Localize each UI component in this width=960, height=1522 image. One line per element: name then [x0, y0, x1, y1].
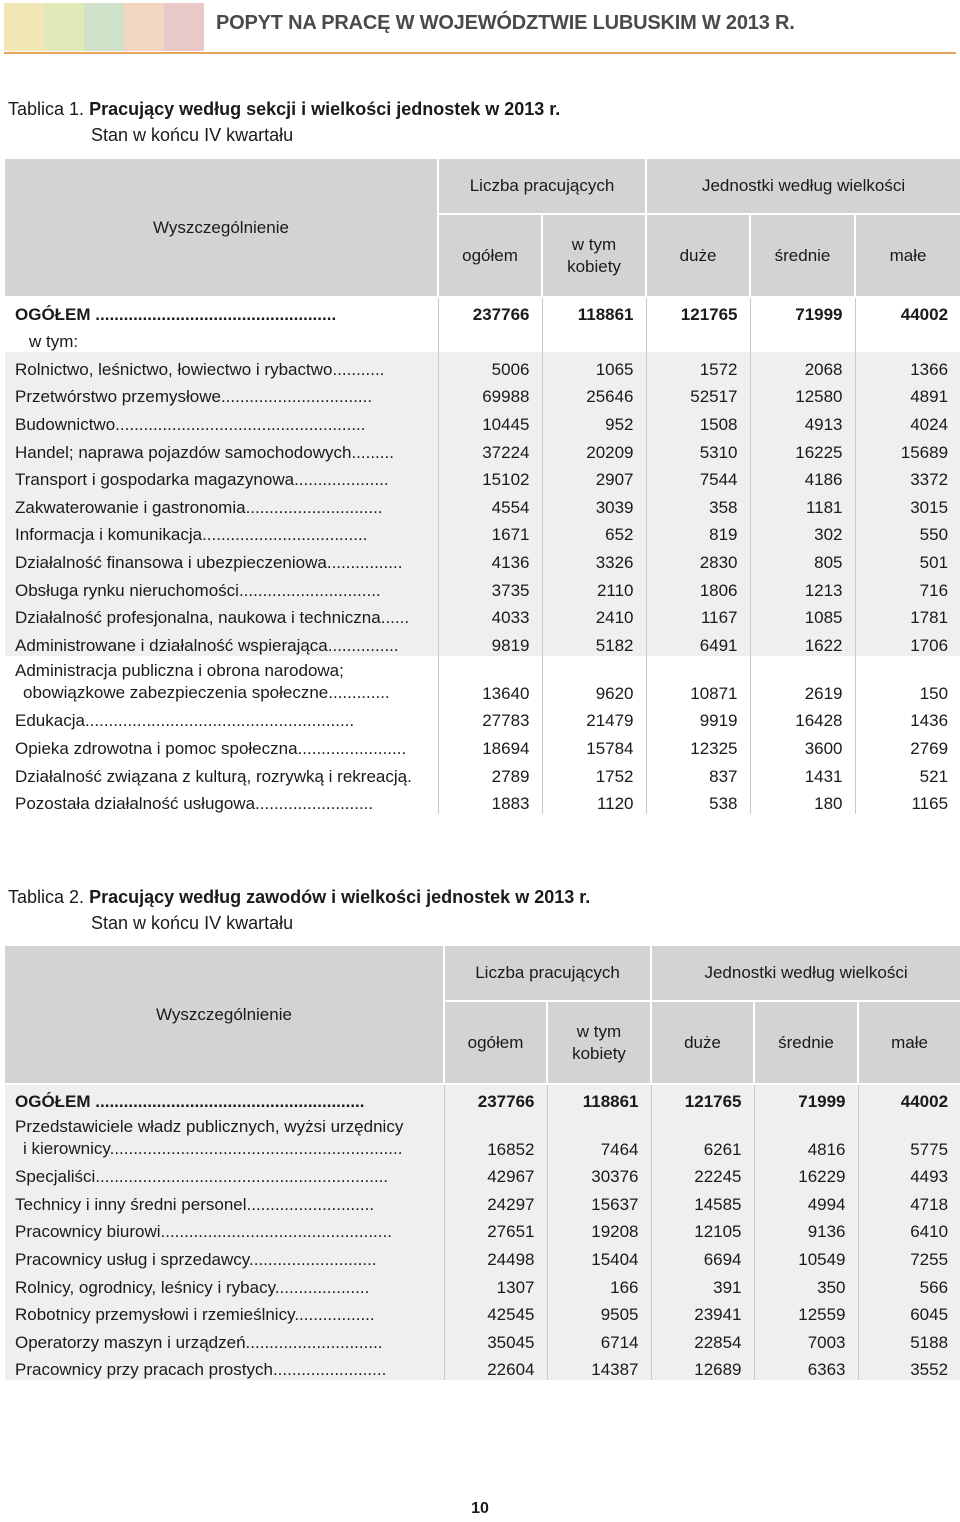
table-row — [5, 1215, 960, 1243]
value-large: 538 — [646, 787, 750, 815]
value-medium: 12559 — [754, 1298, 858, 1326]
header-workers: Liczba pracujących — [444, 946, 651, 1001]
value-large: 2830 — [646, 545, 750, 573]
row-label — [5, 628, 438, 656]
value-total: 1671 — [438, 518, 542, 546]
table-row — [5, 435, 960, 463]
value-small: 1781 — [855, 601, 960, 629]
row-label — [5, 435, 438, 463]
row-label — [5, 601, 438, 629]
table2 — [5, 946, 960, 1380]
table-row — [5, 463, 960, 491]
value-large: 1572 — [646, 352, 750, 380]
row-label-text: Specjaliści — [15, 1167, 96, 1187]
value-small: 1165 — [911, 794, 949, 814]
value-total: 4033 — [438, 601, 542, 629]
value-women: 15637 — [547, 1187, 651, 1215]
table-row — [5, 1298, 960, 1326]
table-row — [5, 1187, 960, 1215]
row-label-text: Technicy i inny średni personel — [15, 1194, 247, 1214]
value-large: 22245 — [651, 1160, 754, 1188]
value-large: 1508 — [646, 407, 750, 435]
value-medium: 4816 — [754, 1112, 858, 1160]
row-label — [5, 1187, 444, 1215]
row-label — [5, 1353, 444, 1381]
value-medium: 1181 — [750, 490, 855, 518]
row-label-line2 — [15, 1138, 432, 1160]
row-label — [5, 518, 438, 546]
value-total: 4554 — [438, 490, 542, 518]
value-total: 42545 — [444, 1298, 547, 1326]
value-large: 1806 — [646, 573, 750, 601]
value-small: 7255 — [858, 1242, 960, 1270]
value-medium: 1622 — [750, 628, 855, 656]
row-leader-dots: .............................................................. — [109, 1138, 403, 1158]
value-women: 15784 — [542, 731, 646, 759]
table-row — [5, 656, 960, 704]
value-women: 14387 — [547, 1353, 651, 1381]
table-row — [5, 380, 960, 408]
value-women: 2410 — [542, 601, 646, 629]
value-large: 121765 — [646, 297, 750, 325]
value-women: 15404 — [547, 1242, 651, 1270]
value-women: 7464 — [547, 1112, 651, 1160]
row-leader-dots: ......................... — [255, 794, 374, 814]
value-medium: 71999 — [750, 297, 855, 325]
value-total: 1883 — [438, 787, 542, 815]
value-large: 12689 — [651, 1353, 754, 1381]
header-units: Jednostki według wielkości — [651, 946, 960, 1001]
row-label — [5, 325, 438, 353]
row-label-text: Rolnictwo, leśnictwo, łowiectwo i rybactwo — [15, 359, 333, 379]
row-leader-dots: ................................ — [220, 387, 373, 407]
value-total: 22604 — [444, 1353, 547, 1381]
table1-subtitle: Stan w końcu IV kwartału — [91, 125, 294, 145]
table-row — [5, 759, 960, 787]
row-label-text: Transport i gospodarka magazynowa — [15, 470, 295, 490]
row-label-text: Działalność finansowa i ubezpieczeniowa — [15, 552, 327, 572]
value-large: 14585 — [651, 1187, 754, 1215]
row-label-text: Działalność profesjonalna, naukowa i techniczna — [15, 608, 381, 628]
row-label-text: Pozostała działalność usługowa — [15, 794, 256, 814]
value-total: 9819 — [438, 628, 542, 656]
row-leader-dots: ........... — [332, 359, 385, 379]
table-row — [5, 1112, 960, 1160]
row-leader-dots: ................................... — [202, 525, 368, 545]
header-spec: Wyszczególnienie — [5, 159, 438, 297]
value-small: 150 — [919, 683, 949, 703]
value-small: 4891 — [855, 380, 960, 408]
row-label-text: w tym: — [29, 332, 79, 352]
row-leader-dots: ............................. — [245, 1332, 383, 1352]
value-women: 118861 — [542, 297, 646, 325]
value-small: 3552 — [858, 1353, 960, 1381]
table-row — [5, 573, 960, 601]
value-total: 13640 — [438, 656, 542, 704]
header-large: duże — [646, 214, 750, 297]
value-small: 4718 — [858, 1187, 960, 1215]
row-leader-dots: .............................................................. — [95, 1167, 389, 1187]
table-row — [5, 601, 960, 629]
table-row — [5, 731, 960, 759]
value-total: 24297 — [444, 1187, 547, 1215]
value-medium: 7003 — [754, 1325, 858, 1353]
value-women: 2110 — [542, 573, 646, 601]
row-label-text: Budownictwo — [15, 414, 116, 434]
value-total: 3735 — [438, 573, 542, 601]
value-women: 6714 — [547, 1325, 651, 1353]
value-total: 35045 — [444, 1325, 547, 1353]
header-total: ogółem — [444, 1001, 547, 1084]
value-total: 27783 — [438, 704, 542, 732]
value-women: 21479 — [542, 704, 646, 732]
value-medium: 1431 — [750, 759, 855, 787]
value-total: 237766 — [438, 297, 542, 325]
table-row — [5, 297, 960, 325]
row-label — [5, 1270, 444, 1298]
value-medium: 805 — [750, 545, 855, 573]
row-label-line2 — [15, 682, 426, 704]
table2-number: Tablica 2. — [8, 887, 85, 907]
page-number: 10 — [471, 1500, 489, 1517]
header-women: w tym kobiety — [542, 214, 646, 297]
value-medium: 12580 — [750, 380, 855, 408]
row-leader-dots: ................................................. — [160, 1222, 392, 1242]
row-label-text: Informacja i komunikacja — [15, 525, 203, 545]
row-label — [5, 490, 438, 518]
table-row — [5, 1160, 960, 1188]
value-total: 37224 — [438, 435, 542, 463]
row-leader-dots: ......................................................... — [84, 711, 355, 731]
row-label — [5, 1215, 444, 1243]
value-women: 3326 — [542, 545, 646, 573]
value-small: 501 — [855, 545, 960, 573]
value-total: 10445 — [438, 407, 542, 435]
value-medium: 4994 — [754, 1187, 858, 1215]
header-small: małe — [858, 1001, 960, 1084]
value-large: 1167 — [646, 601, 750, 629]
header-spec: Wyszczególnienie — [5, 946, 444, 1084]
header-units: Jednostki według wielkości — [646, 159, 960, 214]
row-leader-dots: ................. — [294, 1305, 375, 1325]
row-label-text: OGÓŁEM — [15, 304, 96, 324]
row-leader-dots: .................... — [294, 470, 389, 490]
table-row — [5, 490, 960, 518]
value-total: 15102 — [438, 463, 542, 491]
row-leader-dots: .................... — [274, 1277, 370, 1297]
value-small: 4024 — [855, 407, 960, 435]
value-large: 12105 — [651, 1215, 754, 1243]
row-label-text: Obsługa rynku nieruchomości — [15, 580, 239, 600]
value-medium: 16229 — [754, 1160, 858, 1188]
table1 — [5, 159, 960, 814]
value-large: 837 — [646, 759, 750, 787]
value-large: 10871 — [646, 656, 750, 704]
table-row — [5, 704, 960, 732]
value-total: 24498 — [444, 1242, 547, 1270]
row-label-text: Przetwórstwo przemysłowe — [15, 387, 221, 407]
value-large: 12325 — [646, 731, 750, 759]
row-leader-dots: ...... — [380, 608, 410, 628]
value-large: 7544 — [646, 463, 750, 491]
row-label — [5, 1298, 444, 1326]
row-label-text: Pracownicy biurowi — [15, 1222, 161, 1242]
value-large: 52517 — [646, 380, 750, 408]
value-women: 25646 — [542, 380, 646, 408]
table-row — [5, 1084, 960, 1112]
table-row — [5, 325, 960, 353]
value-medium: 4186 — [750, 463, 855, 491]
value-large — [646, 325, 750, 353]
value-total: 27651 — [444, 1215, 547, 1243]
value-large: 22854 — [651, 1325, 754, 1353]
value-medium: 16225 — [750, 435, 855, 463]
value-small: 1436 — [910, 711, 949, 731]
value-women: 30376 — [547, 1160, 651, 1188]
value-women: 952 — [542, 407, 646, 435]
value-women: 19208 — [547, 1215, 651, 1243]
row-leader-dots: ............................. — [245, 497, 383, 517]
row-label-text: Pracownicy usług i sprzedawcy — [15, 1249, 249, 1269]
value-women: 5182 — [542, 628, 646, 656]
value-small: 1366 — [855, 352, 960, 380]
table1-title: Pracujący według sekcji i wielkości jednostek w 2013 r. — [89, 99, 561, 119]
row-leader-dots: ........................... — [246, 1194, 375, 1214]
row-label-text: i kierownicy — [23, 1138, 110, 1158]
row-leader-dots: . — [407, 766, 412, 786]
row-leader-dots: ........................ — [272, 1360, 387, 1380]
header-medium: średnie — [754, 1001, 858, 1084]
row-label-text: Handel; naprawa pojazdów samochodowych — [15, 442, 352, 462]
row-leader-dots: ......................................................... — [95, 1091, 365, 1111]
row-leader-dots: ........................... — [249, 1249, 377, 1269]
header-divider — [4, 52, 956, 54]
row-leader-dots: ............... — [327, 635, 399, 655]
value-medium: 10549 — [754, 1242, 858, 1270]
table-row — [5, 518, 960, 546]
value-small: 566 — [858, 1270, 960, 1298]
value-women: 118861 — [547, 1084, 651, 1112]
row-label-text: Opieka zdrowotna i pomoc społeczna — [15, 738, 298, 758]
table-row — [5, 787, 960, 815]
row-label — [5, 1242, 444, 1270]
table1-number: Tablica 1. — [8, 99, 85, 119]
row-label — [5, 787, 438, 815]
value-medium — [750, 325, 855, 353]
value-small: 6045 — [858, 1298, 960, 1326]
value-total: 237766 — [444, 1084, 547, 1112]
value-medium: 2068 — [750, 352, 855, 380]
value-medium: 3600 — [750, 731, 855, 759]
value-total: 42967 — [444, 1160, 547, 1188]
value-small: 3372 — [855, 463, 960, 491]
value-women: 1120 — [542, 787, 646, 815]
value-medium: 350 — [754, 1270, 858, 1298]
row-label — [5, 1325, 444, 1353]
header-title: POPYT NA PRACĘ W WOJEWÓDZTWIE LUBUSKIM W 2013 R. — [216, 12, 795, 34]
row-label — [5, 1160, 444, 1188]
row-label — [5, 573, 438, 601]
table-row — [5, 628, 960, 656]
row-label-line1: Administracja publiczna i obrona narodowa; — [15, 660, 344, 680]
value-small: 3015 — [855, 490, 960, 518]
row-label — [5, 407, 438, 435]
value-medium: 2619 — [750, 656, 855, 704]
value-women: 9620 — [542, 656, 646, 704]
value-small — [855, 325, 960, 353]
row-label — [5, 1084, 444, 1112]
value-women: 1752 — [542, 759, 646, 787]
row-label-text: Rolnicy, ogrodnicy, leśnicy i rybacy — [15, 1277, 275, 1297]
value-medium: 71999 — [754, 1084, 858, 1112]
value-large: 5310 — [646, 435, 750, 463]
row-label — [5, 759, 438, 787]
row-label — [5, 545, 438, 573]
row-leader-dots: .............................. — [238, 580, 381, 600]
value-women: 2907 — [542, 463, 646, 491]
row-label-text: Działalność związana z kulturą, rozrywką i rekreacją — [15, 766, 408, 786]
value-large: 121765 — [651, 1084, 754, 1112]
value-total: 4136 — [438, 545, 542, 573]
value-total — [438, 325, 542, 353]
value-women: 652 — [542, 518, 646, 546]
table-row — [5, 1242, 960, 1270]
header-women: w tym kobiety — [547, 1001, 651, 1084]
row-label-text: Robotnicy przemysłowi i rzemieślnicy — [15, 1305, 295, 1325]
row-label — [5, 380, 438, 408]
value-small: 4493 — [858, 1160, 960, 1188]
table-row — [5, 407, 960, 435]
row-label-text: Edukacja — [15, 711, 85, 731]
value-large: 9919 — [646, 704, 750, 732]
row-leader-dots: ................................................... — [95, 304, 337, 324]
row-leader-dots: ....................... — [297, 738, 407, 758]
value-women: 166 — [547, 1270, 651, 1298]
value-medium: 4913 — [750, 407, 855, 435]
row-label — [5, 731, 438, 759]
value-small: 15689 — [855, 435, 960, 463]
table2-subtitle: Stan w końcu IV kwartału — [91, 913, 294, 933]
value-small: 716 — [855, 573, 960, 601]
table-row — [5, 545, 960, 573]
value-small: 550 — [855, 518, 960, 546]
value-medium: 1213 — [750, 573, 855, 601]
row-label-text: Administrowane i działalność wspierająca — [15, 635, 328, 655]
header-logo-mark — [4, 3, 204, 51]
value-small: 6410 — [858, 1215, 960, 1243]
row-label-text: Pracownicy przy pracach prostych — [15, 1360, 273, 1380]
table1-caption — [8, 96, 560, 148]
row-label-text: obowiązkowe zabezpieczenia społeczne — [23, 682, 329, 702]
row-leader-dots: ................ — [326, 552, 403, 572]
row-label — [5, 1112, 444, 1160]
row-leader-dots: ......... — [351, 442, 394, 462]
header-small: małe — [855, 214, 960, 297]
row-leader-dots: ..................................................... — [115, 414, 366, 434]
value-small: 2769 — [910, 738, 949, 758]
row-label — [5, 297, 438, 325]
table2-title: Pracujący według zawodów i wielkości jednostek w 2013 r. — [89, 887, 591, 907]
value-large: 6694 — [651, 1242, 754, 1270]
table-row — [5, 1325, 960, 1353]
value-large: 819 — [646, 518, 750, 546]
table-row — [5, 1270, 960, 1298]
value-women: 20209 — [542, 435, 646, 463]
value-small: 5188 — [858, 1325, 960, 1353]
row-label-text: Zakwaterowanie i gastronomia — [15, 497, 246, 517]
value-medium: 9136 — [754, 1215, 858, 1243]
value-total: 2789 — [438, 759, 542, 787]
value-medium: 6363 — [754, 1353, 858, 1381]
header-medium: średnie — [750, 214, 855, 297]
value-small: 44002 — [858, 1084, 960, 1112]
value-small: 521 — [919, 766, 949, 786]
value-total: 69988 — [438, 380, 542, 408]
header-workers: Liczba pracujących — [438, 159, 646, 214]
value-small: 1706 — [855, 628, 960, 656]
value-medium: 302 — [750, 518, 855, 546]
row-leader-dots: ............. — [328, 682, 390, 702]
row-label — [5, 704, 438, 732]
table2-caption — [8, 884, 590, 936]
value-women: 1065 — [542, 352, 646, 380]
row-label — [5, 463, 438, 491]
value-total: 5006 — [438, 352, 542, 380]
value-large: 391 — [651, 1270, 754, 1298]
table-row — [5, 1353, 960, 1381]
value-large: 6491 — [646, 628, 750, 656]
row-label-text: OGÓŁEM — [15, 1091, 96, 1111]
value-total: 18694 — [438, 731, 542, 759]
value-medium: 180 — [750, 787, 855, 815]
value-women — [542, 325, 646, 353]
value-total: 16852 — [444, 1112, 547, 1160]
row-label — [5, 656, 438, 704]
row-label — [5, 352, 438, 380]
header-large: duże — [651, 1001, 754, 1084]
value-medium: 1085 — [750, 601, 855, 629]
value-women: 3039 — [542, 490, 646, 518]
row-label-text: Operatorzy maszyn i urządzeń — [15, 1332, 246, 1352]
value-large: 23941 — [651, 1298, 754, 1326]
value-small: 5775 — [858, 1112, 960, 1160]
table-row — [5, 352, 960, 380]
row-label-line1: Przedstawiciele władz publicznych, wyżsi urzędnicy — [15, 1116, 404, 1136]
value-total: 1307 — [444, 1270, 547, 1298]
value-medium: 16428 — [750, 704, 855, 732]
header-total: ogółem — [438, 214, 542, 297]
value-large: 358 — [646, 490, 750, 518]
value-small: 44002 — [900, 304, 949, 324]
value-women: 9505 — [547, 1298, 651, 1326]
value-large: 6261 — [651, 1112, 754, 1160]
